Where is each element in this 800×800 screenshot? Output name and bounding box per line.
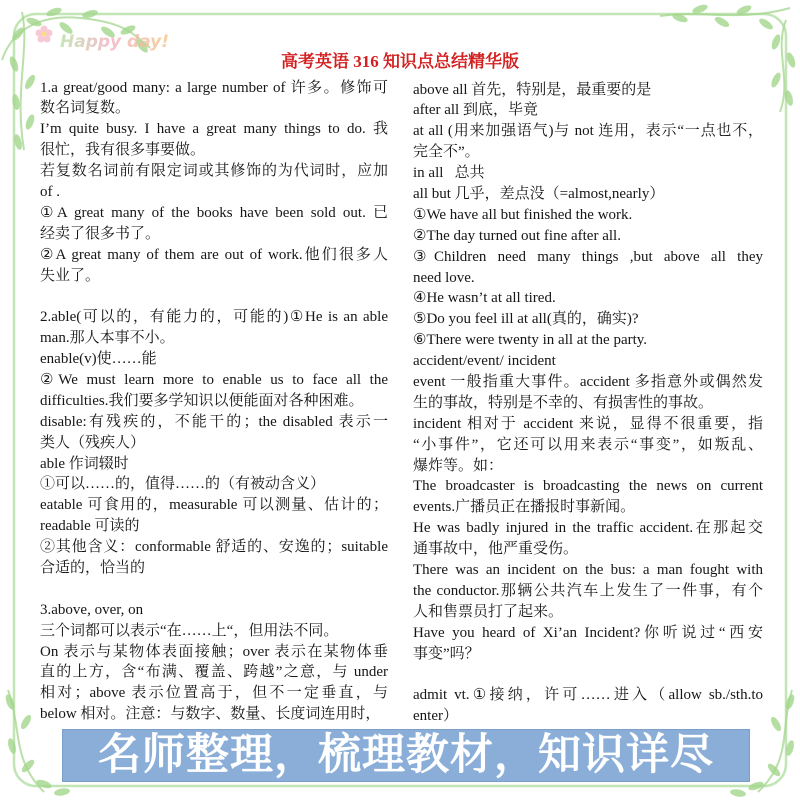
note-paragraph <box>413 518 763 560</box>
text-line: ③Children need many things ,but above all they <box>413 248 763 265</box>
note-paragraph <box>413 100 763 121</box>
text-line: 通事故中，他严重受伤。 <box>413 541 579 558</box>
note-paragraph <box>413 685 763 727</box>
note-paragraph <box>40 78 388 120</box>
text-line: 经卖了很多书了。 <box>40 225 161 242</box>
text-line: 1.a great/good many: a large number of 许多。修饰可 <box>40 79 388 96</box>
note-paragraph <box>40 537 388 579</box>
text-line: ②A great many of them are out of work.他们很多人 <box>40 246 388 263</box>
text-line: need love. <box>413 269 475 286</box>
text-line: 3.above, over, on <box>40 601 144 618</box>
text-line: 很忙，我有很多事要做。 <box>40 142 206 159</box>
note-paragraph <box>40 203 388 245</box>
note-paragraph <box>40 161 388 203</box>
text-line: disable:有残疾的，不能干的；the disabled 表示一 <box>40 413 388 430</box>
text-line: ⑥There were twenty in all at the party. <box>413 332 648 349</box>
text-line: “小事件”，它还可以用来表示“事变”，如叛乱、 <box>413 436 763 453</box>
text-line: 三个词都可以表示“在……上“，但用法不同。 <box>40 622 339 639</box>
left-column <box>40 78 388 726</box>
text-line: in all 总共 <box>413 165 485 182</box>
note-section <box>413 685 763 727</box>
leaf <box>7 737 18 754</box>
text-line: accident/event/ incident <box>413 353 556 370</box>
text-line: 爆炸等。如： <box>413 457 504 474</box>
note-paragraph <box>40 307 388 349</box>
note-paragraph <box>413 351 763 372</box>
note-paragraph <box>413 121 763 163</box>
text-line: admit vt.①接纳，许可……进入（allow sb./sth.to <box>413 687 763 704</box>
note-paragraph <box>413 163 763 184</box>
note-section <box>40 307 388 579</box>
note-paragraph <box>40 412 388 454</box>
note-paragraph <box>40 349 388 370</box>
note-paragraph <box>413 205 763 226</box>
text-line: ①可以……的，值得……的（有被动含义） <box>40 476 326 493</box>
note-paragraph <box>40 370 388 412</box>
text-line: ②The day turned out fine after all. <box>413 227 621 244</box>
note-paragraph <box>40 454 388 475</box>
text-line: ④He wasn’t at all tired. <box>413 290 556 307</box>
text-line: ⑤Do you feel ill at all(真的，确实)? <box>413 311 639 328</box>
note-paragraph <box>413 623 763 665</box>
leaf <box>54 787 71 797</box>
leaf <box>730 788 747 798</box>
text-line: 2.able(可以的，有能力的，可能的)①He is an able <box>40 309 388 326</box>
text-line: enable(v)使……能 <box>40 351 157 368</box>
note-paragraph <box>40 119 388 161</box>
text-line: man.那人本事不小。 <box>40 330 175 347</box>
text-line: 完全不”。 <box>413 144 480 161</box>
leaf <box>45 6 62 18</box>
text-line: 数名词复数。 <box>40 100 131 117</box>
note-paragraph <box>413 309 763 330</box>
text-line: enter） <box>413 708 458 725</box>
text-line: events.广播员正在播报时事新闻。 <box>413 499 636 516</box>
note-paragraph <box>40 621 388 642</box>
text-line: ①We have all but finished the work. <box>413 206 633 223</box>
text-line: event 一般指重大事件。accident 多指意外或偶然发 <box>413 373 763 390</box>
note-paragraph <box>413 226 763 247</box>
banner-text: 名师整理，梳理教材，知识详尽 <box>98 731 714 779</box>
note-paragraph <box>40 245 388 287</box>
leaf <box>24 113 36 130</box>
page-title: 高考英语 316 知识点总结精华版 <box>281 52 519 71</box>
leaf <box>11 94 21 111</box>
text-line: 合适的，恰当的 <box>40 559 146 576</box>
text-line: 失业了。 <box>40 267 101 284</box>
text-line: On 表示与某物体表面接触；over 表示在某物体垂 <box>40 643 388 660</box>
text-line: able 作词辍时 <box>40 455 129 472</box>
note-paragraph <box>413 184 763 205</box>
text-line: Have you heard of Xi’an Incident?你听说过“西安 <box>413 624 763 641</box>
note-paragraph <box>40 474 388 495</box>
note-paragraph <box>413 372 763 414</box>
text-line: 直的上方，含“布满、覆盖、跨越”之意，与 under <box>40 664 388 681</box>
note-paragraph <box>413 414 763 477</box>
text-line: 类人（残疾人） <box>40 434 146 451</box>
leaf <box>766 762 782 778</box>
note-section <box>413 80 763 665</box>
text-line: difficulties.我们要多学知识以便能面对各种困难。 <box>40 392 364 409</box>
text-line: readable 可读的 <box>40 518 140 535</box>
text-line: all but 几乎，差点没（=almost,nearly） <box>413 185 665 202</box>
leaf <box>35 778 52 790</box>
text-line: incident 相对于 accident 来说，显得不很重要，指 <box>413 415 763 432</box>
leaf <box>757 17 774 32</box>
text-line: ②其他含义：conformable 舒适的、安逸的；suitable <box>40 539 388 556</box>
text-line: ①A great many of the books have been sold out. 已 <box>40 204 388 221</box>
note-paragraph <box>413 288 763 309</box>
leaf <box>769 715 783 732</box>
note-section <box>40 600 388 725</box>
text-line: The broadcaster is broadcasting the news on current <box>413 478 763 495</box>
text-line: above all 首先，特别是，最重要的是 <box>413 81 652 98</box>
text-line: There was an incident on the bus: a man fought with <box>413 561 763 578</box>
promo-banner <box>62 729 750 782</box>
note-section <box>40 78 388 287</box>
note-paragraph <box>413 560 763 623</box>
note-paragraph <box>413 476 763 518</box>
text-line: 人和售票员打了起来。 <box>413 603 564 620</box>
note-paragraph <box>40 600 388 621</box>
text-line: 若复数名词前有限定词或其修饰的为代词时，应加 <box>40 163 388 180</box>
text-line: 相对；above 表示位置高于，但不一定垂直，与 <box>40 685 388 702</box>
note-paragraph <box>40 495 388 537</box>
text-line: 生的事故，特别是不幸的、有损害性的事故。 <box>413 394 714 411</box>
note-paragraph <box>413 330 763 351</box>
text-line: at all (用来加强语气)与 not 连用，表示“一点也不， <box>413 123 763 140</box>
leaf <box>23 73 37 90</box>
text-line: after all 到底，毕竟 <box>413 102 538 119</box>
text-line: I’m quite busy. I have a great many things to do. 我 <box>40 121 388 138</box>
happy-day-decoration: Happy day! <box>60 32 169 52</box>
text-line: of . <box>40 183 60 200</box>
text-line: He was badly injured in the traffic accident.在那起交 <box>413 520 763 537</box>
right-column <box>413 80 763 728</box>
note-paragraph <box>413 247 763 289</box>
note-paragraph <box>40 642 388 726</box>
text-line: below 相对。注意：与数字、数量、长度词连用时， <box>40 706 381 723</box>
text-line: eatable 可食用的，measurable 可以测量、估计的； <box>40 497 388 514</box>
leaf <box>19 713 33 730</box>
leaf <box>770 33 782 50</box>
text-line: 事变”吗？ <box>413 645 480 662</box>
text-line: ②We must learn more to enable us to face all the <box>40 371 388 388</box>
leaf <box>713 15 730 29</box>
note-paragraph <box>413 80 763 101</box>
flower-icon <box>36 26 53 43</box>
text-line: the conductor.那辆公共汽车上发生了一件事，有个 <box>413 582 763 599</box>
